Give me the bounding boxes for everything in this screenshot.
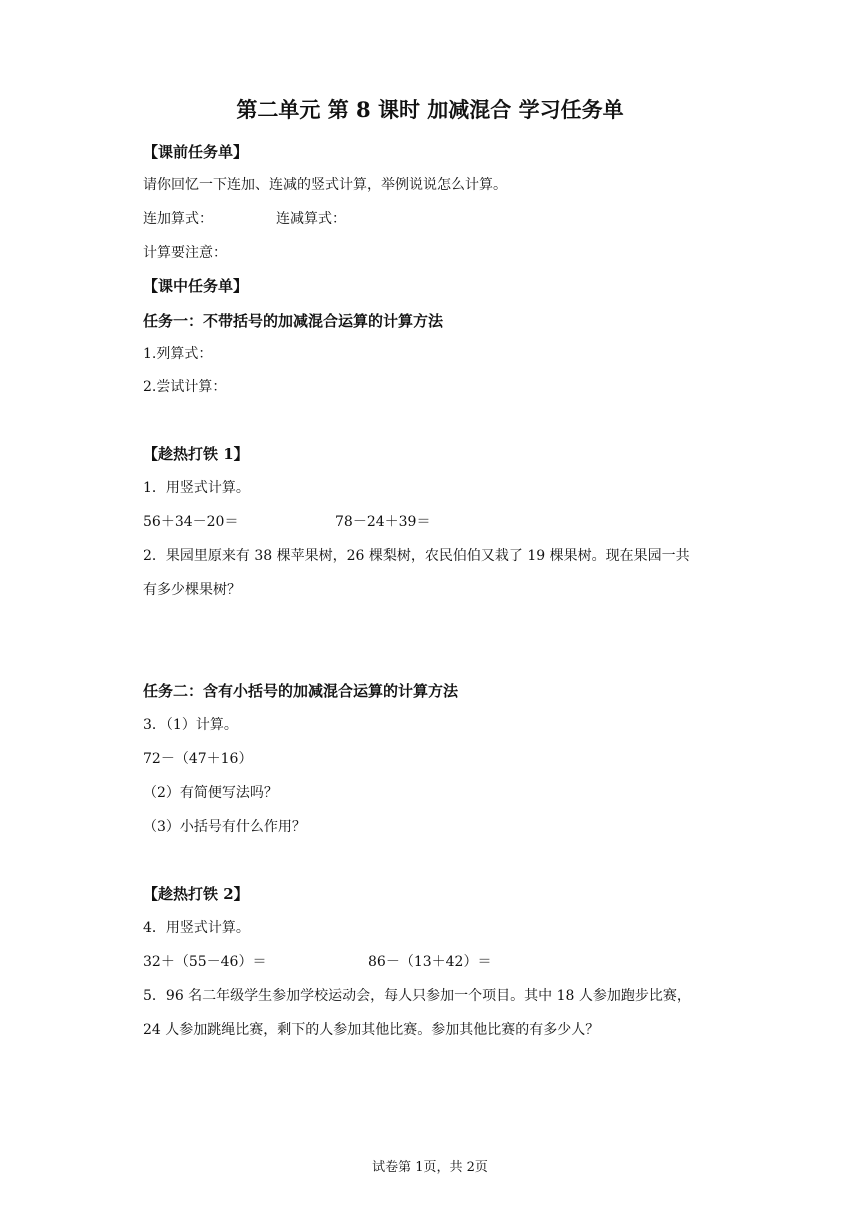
question1: 1．用竖式计算。 bbox=[143, 480, 250, 496]
add-expression-label: 连加算式： bbox=[143, 211, 213, 227]
attention-label: 计算要注意： bbox=[143, 245, 227, 261]
task1-heading: 任务一：不带括号的加减混合运算的计算方法 bbox=[143, 312, 444, 330]
expression-4b: 86－（13＋42）＝ bbox=[368, 954, 492, 970]
question5-line2: 24 人参加跳绳比赛，剩下的人参加其他比赛。参加其他比赛的有多少人？ bbox=[143, 1022, 600, 1038]
question2-line1: 2．果园里原来有 38 棵苹果树，26 棵梨树，农民伯伯又栽了 19 棵果树。现在果园一共 bbox=[143, 548, 690, 564]
practice1-heading: 【趁热打铁 1】 bbox=[143, 445, 249, 463]
task1-item2: 2.尝试计算： bbox=[143, 379, 227, 395]
question3-part3: （3）小括号有什么作用？ bbox=[143, 819, 306, 835]
task2-heading: 任务二：含有小括号的加减混合运算的计算方法 bbox=[143, 682, 459, 700]
in-class-heading: 【课中任务单】 bbox=[143, 277, 249, 295]
sub-expression-label: 连减算式： bbox=[276, 211, 346, 227]
question2-line2: 有多少棵果树？ bbox=[143, 582, 241, 598]
question3-part2: （2）有简便写法吗？ bbox=[143, 785, 278, 801]
question4: 4．用竖式计算。 bbox=[143, 920, 250, 936]
expression-3: 72－（47＋16） bbox=[143, 751, 253, 767]
page-title: 第二单元 第 8 课时 加减混合 学习任务单 bbox=[236, 97, 624, 122]
expression-4a: 32＋（55－46）＝ bbox=[143, 954, 267, 970]
expression-1b: 78－24＋39＝ bbox=[335, 514, 431, 530]
pre-class-heading: 【课前任务单】 bbox=[143, 143, 249, 161]
task1-item1: 1.列算式： bbox=[143, 346, 213, 362]
question5-line1: 5．96 名二年级学生参加学校运动会，每人只参加一个项目。其中 18 人参加跑步比赛， bbox=[143, 988, 691, 1004]
page-footer: 试卷第 1页，共 2页 bbox=[372, 1160, 488, 1175]
practice2-heading: 【趁热打铁 2】 bbox=[143, 885, 249, 903]
pre-class-prompt: 请你回忆一下连加、连减的竖式计算，举例说说怎么计算。 bbox=[143, 177, 507, 193]
expression-1a: 56＋34－20＝ bbox=[143, 514, 239, 530]
question3: 3．（1）计算。 bbox=[143, 717, 238, 733]
